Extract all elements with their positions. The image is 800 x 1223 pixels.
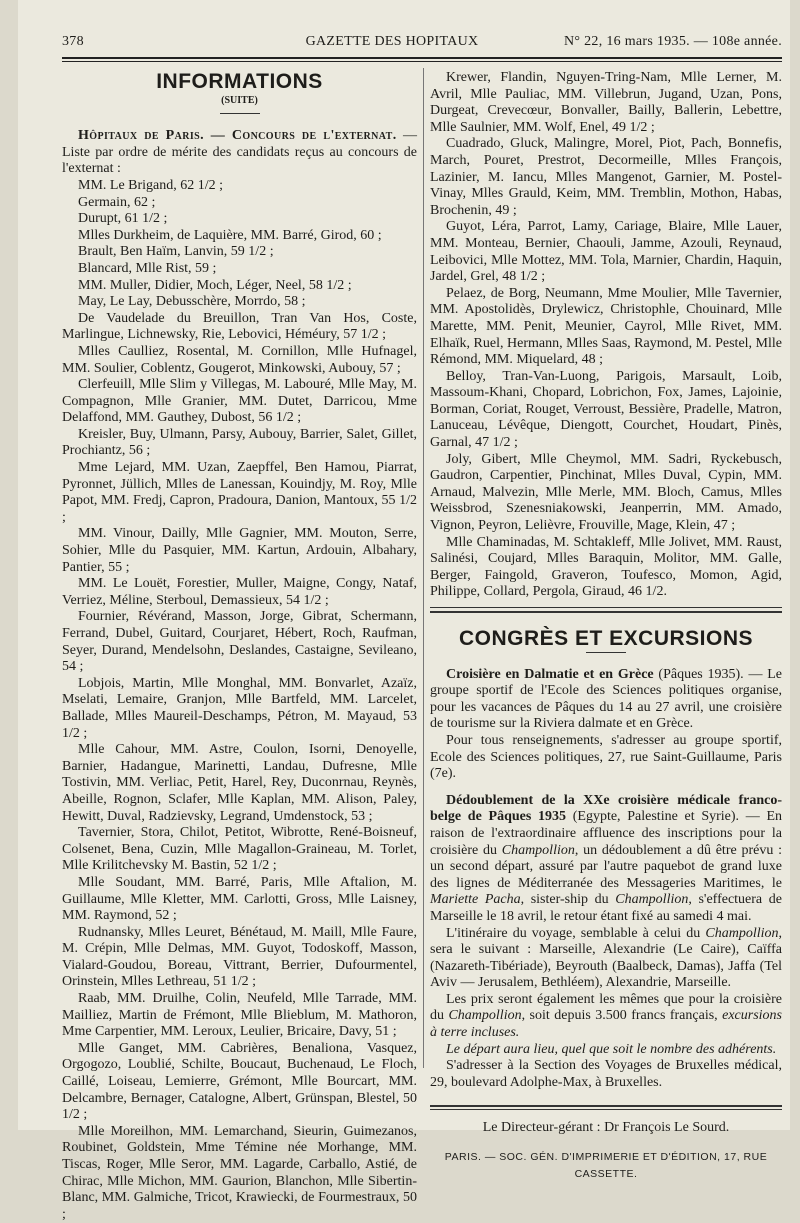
section-title-informations: INFORMATIONS [156, 70, 323, 93]
title-rule [220, 113, 260, 114]
header-rule-thin [62, 61, 782, 62]
candidate-list-left [62, 178, 417, 1223]
text: L'itinéraire du voyage, semblable à celui du [446, 925, 706, 941]
candidate-paragraph: Lobjois, Martin, Mlle Monghal, MM. Bonvarlet, Azaïz, Mselati, Lemaire, Granjon, Mlle Bartfeld, MM. Larcelet, Ballade, Mlles Maureil-Deschamps, Pétron, M. Mayaud, 53 1/2 ; [62, 675, 417, 741]
text-c: , sister-ship du [520, 892, 616, 908]
itineraire-paragraph [430, 926, 782, 992]
croisiere-dalmatie-paragraph [430, 667, 782, 733]
lead-paragraph [62, 128, 417, 178]
ship-name: Champollion [448, 1008, 522, 1024]
candidate-paragraph: MM. Vinour, Dailly, Mlle Gagnier, MM. Mouton, Serre, Sohier, Mlle du Pasquier, MM. Kartun, Ardouin, Albahary, Pantier, 55 ; [62, 526, 417, 575]
depart-paragraph [430, 1042, 782, 1059]
candidate-paragraph: Mlle Ganget, MM. Cabrières, Benaliona, Vasquez, Orgogozo, Loublié, Schilte, Boucaut, Buchenaud, Le Floch, Caillé, Loiseau, Lemierre, Grémont, Mlle Bourcart, MM. Delcambre, Bernager, Catalogne, Albert, Grünspan, Blestel, 50 1/2 ; [62, 1040, 417, 1123]
section-title-congres: CONGRÈS ET EXCURSIONS [458, 627, 754, 650]
lead-text: — Liste par ordre de mérite des candidats reçus au concours de l'externat : [62, 128, 417, 177]
candidate-paragraph: Cuadrado, Gluck, Malingre, Morel, Piot, Pach, Bonnefis, March, Pouret, Prestrot, Decormeille, Mlles François, Lazinier, M. Iancu, Mlles Mangenot, Garnier, M. Postel-Vinay, Mlles Grauld, Keim, MM. Tremblin, Mothon, Habas, Brochenin, 49 ; [430, 136, 782, 218]
text: Les prix seront également les mêmes que pour la croisière du [430, 991, 782, 1024]
right-column [430, 70, 782, 1182]
header-rule [62, 57, 782, 59]
ship-name: Champollion [501, 842, 575, 858]
candidate-paragraph: Mlles Caulliez, Rosental, M. Cornillon, Mlle Hufnagel, MM. Soulier, Coblentz, Gougerot, Minkowski, Aubouy, 57 ; [62, 343, 417, 376]
croisiere-franco-belge-lead: Dédoublement de la XXe croisière médicale franco-belge de Pâques 1935 [430, 792, 782, 825]
ship-name: Champollion [705, 925, 779, 941]
candidate-paragraph: Krewer, Flandin, Nguyen-Tring-Nam, Mlle Lerner, M. Avril, Mlle Pauliac, MM. Villebrun, Jugand, Uzan, Pons, Durgeat, Crevecœur, Bonvaller, Bailly, Ballerin, Lebettre, Mlle Saulnier, MM. Wolf, Enel, 49 1/2 ; [430, 70, 782, 135]
candidate-paragraph: Kreisler, Buy, Ulmann, Parsy, Aubouy, Barrier, Salet, Gillet, Prochiantz, 56 ; [62, 426, 417, 459]
croisiere-dalmatie-contact: Pour tous renseignements, s'adresser au groupe sportif, Ecole des Sciences politiques, 27, rue Saint-Guillaume, Paris (7e). [430, 732, 782, 782]
footer-rule-thin [430, 1109, 782, 1110]
text: , soit depuis 3.500 francs français, [521, 1008, 723, 1024]
lead-label: Hôpitaux de Paris. — Concours de l'externat. [78, 128, 397, 144]
candidate-paragraph: Pelaez, de Borg, Neumann, Mme Moulier, Mlle Tavernier, MM. Apostolidès, Drylewicz, Christophle, Chouinard, Mlle Marette, MM. Penit, Meunier, Cayrol, Mlle Rivet, MM. Elhaïk, Ruel, Hermann, Mlles Saas, Raymond, M. Pestel, Mlle Rémond, MM. Miquelard, 48 ; [430, 285, 782, 368]
candidate-paragraph: Mlle Soudant, MM. Barré, Paris, Mlle Aftalion, M. Guillaume, Mlle Kletter, MM. Carlotti, Gross, Mlle Laisney, MM. Raymond, 52 ; [62, 874, 417, 924]
congres-title-rule [586, 652, 626, 653]
text-a: (Egypte, Palestine et Syrie). — En raison de l'extraordinaire affluence des inscriptions pour la croisière du [430, 809, 782, 858]
candidate-paragraph: Rudnansky, Mlles Leuret, Bénétaud, M. Maill, Mlle Faure, M. Crépin, Mlle Delmas, MM. Guyot, Todoskoff, Masson, Vialard-Goudou, Boreau, Vittrant, Berrier, Dufourmentel, Orinstein, Mlles Lethreau, 51 1/2 ; [62, 924, 417, 990]
candidate-paragraph: Mme Lejard, MM. Uzan, Zaepffel, Ben Hamou, Piarrat, Pyronnet, Jüllich, Mlles de Lanessan, Kouindjy, M. Roy, Mlle Papot, MM. Fredj, Capron, Pradoura, Danion, Mantoux, 55 1/2 ; [62, 460, 417, 525]
candidate-list-right [430, 70, 782, 601]
footer-rule [430, 1105, 782, 1107]
candidate-paragraph: Tavernier, Stora, Chilot, Petitot, Wibrotte, René-Boisneuf, Colsenet, Bena, Cuzin, Mlle Magallon-Graineau, M. Torlet, Mlle Krilitchevsky M. Bastin, 52 1/2 ; [62, 825, 417, 874]
candidate-paragraph: Guyot, Léra, Parrot, Lamy, Cariage, Blaire, Mlle Lauer, MM. Monteau, Bernier, Chaouli, Jamme, Azouli, Reynaud, Leibovici, Mlle Mottez, MM. Tola, Marnier, Chardin, Haquin, Jardel, Grel, 48 1/2 ; [430, 219, 782, 285]
candidate-paragraph: De Vaudelade du Breuillon, Tran Van Hos, Coste, Marlingue, Lichnewsky, Rie, Lebovici, Héméury, 57 1/2 ; [62, 310, 417, 343]
candidate-paragraph: Blancard, Mlle Rist, 59 ; [78, 260, 217, 276]
croisiere-franco-belge-paragraph [430, 793, 782, 926]
imprimeur-line: PARIS. — SOC. GÉN. D'IMPRIMERIE ET D'ÉDITION, 17, RUE CASSETTE. [444, 1151, 768, 1180]
candidate-paragraph: Raab, MM. Druilhe, Colin, Neufeld, Mlle Tarrade, MM. Mailliez, Martin de Frémont, Mlle Blieblum, M. Mathoron, Mme Carpentier, MM. Leroux, Leulier, Bricaire, Davy, 51 ; [62, 991, 417, 1040]
croisiere-dalmatie-lead: Croisière en Dalmatie et en Grèce [446, 666, 654, 682]
ship-name: Mariette Pacha [430, 892, 521, 908]
journal-title: GAZETTE DES HOPITAUX [305, 34, 479, 49]
ship-name: Champollion [615, 892, 689, 908]
candidate-paragraph: MM. Le Louët, Forestier, Muller, Maigne, Congy, Nataf, Verriez, Méline, Sterboul, Demassieux, 54 1/2 ; [62, 576, 417, 608]
candidate-paragraph: MM. Muller, Didier, Moch, Léger, Neel, 58 1/2 ; [78, 277, 352, 293]
candidate-paragraph: Germain, 62 ; [78, 194, 156, 210]
candidate-paragraph: Mlles Durkheim, de Laquière, MM. Barré, Girod, 60 ; [78, 227, 382, 243]
text-b: , un dédoublement a dû être prévu : un second départ, assuré par l'autre paquebot de grand luxe des lignes de Méditerranée des Messageries Maritimes, le [430, 842, 782, 891]
issue-date: N° 22, 16 mars 1935. — 108e année. [564, 34, 782, 49]
section-subtitle: (SUITE) [221, 94, 258, 106]
text-d: , s'effectuera de Marseille le 18 avril, le retour étant fixé au samedi 4 mai. [430, 892, 782, 924]
candidate-paragraph: Durupt, 61 1/2 ; [78, 211, 168, 227]
page-number: 378 [62, 34, 84, 49]
column-divider [423, 68, 424, 1068]
directeur-gerant: Le Directeur-gérant : Dr François Le Sourd. [482, 1120, 730, 1136]
candidate-paragraph: Mlle Moreilhon, MM. Lemarchand, Sieurin, Guimezanos, Roubinet, Goldstein, Mme Témine née Morhange, MM. Tiscas, Roger, Mlle Seror, MM. Lagarde, Carballo, Astié, de Chirac, Mlle Michon, MM. Gaurion, Blanchon, Mlle Sibertin-Blanc, MM. Galmiche, Tricot, Krawiecki, de Fourmestraux, 50 ; [62, 1123, 417, 1222]
candidate-paragraph: Brault, Ben Haïm, Lanvin, 59 1/2 ; [78, 244, 274, 260]
candidate-paragraph: Belloy, Tran-Van-Luong, Parigois, Marsault, Loib, Massoum-Khani, Chopard, Lobrichon, Fox, James, Lajoinie, Borman, Coriat, Rouget, Verroust, Bessière, Pradelle, Matron, Lanuceau, Lévêque, Diengott, Courchet, Houdart, Pinès, Garnal, 47 1/2 ; [430, 368, 782, 451]
candidate-paragraph: MM. Le Brigand, 62 1/2 ; [78, 177, 224, 193]
candidate-paragraph: May, Le Lay, Debusschère, Morrdo, 58 ; [78, 294, 306, 310]
text-italic: Le départ aura lieu, quel que soit le nombre des adhérents. [446, 1041, 777, 1057]
croisiere-dalmatie-text: (Pâques 1935). — Le groupe sportif de l'Ecole des Sciences politiques organise, pour les vacances de Pâques du 14 au 27 avril, une croisière de tourisme sur la Riviera dalmate et en Grèce. [430, 666, 782, 732]
prix-paragraph [430, 992, 782, 1042]
left-column [62, 70, 417, 1223]
text-italic: excursions à terre incluses. [430, 1008, 782, 1041]
text: , sera le suivant : Marseille, Alexandrie (Le Caire), Caïffa (Nazareth-Tibériade), Beyrouth (Baalbeck, Damas), Jaffa (Tel Aviv — Jerusalem, Bethléem), Alexandrie, Marseille. [430, 925, 782, 991]
candidate-paragraph: Joly, Gibert, Mlle Cheymol, MM. Sadri, Ryckebusch, Gaudron, Carpentier, Pinchinat, Mlles Duval, Cypin, MM. Arnaud, Malvezin, Mlle Merle, MM. Bloch, Camus, Mlles Weissbrod, Szenesniakowski, Jeanperrin, MM. Amado, Vignon, Peyron, Lelièvre, Frouville, Mage, Klein, 47 ; [430, 451, 782, 534]
candidate-paragraph: Clerfeuill, Mlle Slim y Villegas, M. Labouré, Mlle May, M. Compagnon, Mlle Granier, MM. Dutet, Darricou, Mme Delaffond, MM. Gauthey, Dubost, 56 1/2 ; [62, 377, 417, 426]
contact-paragraph: S'adresser à la Section des Voyages de Bruxelles médical, 29, boulevard Adolphe-Max, à Bruxelles. [430, 1058, 782, 1090]
section-divider [430, 607, 782, 613]
candidate-paragraph: Mlle Cahour, MM. Astre, Coulon, Isorni, Denoyelle, Barnier, Hadangue, Marinetti, Landau, Dufresne, Mlle Tostivin, MM. Verliac, Petit, Harel, Rey, Duconrnau, Reynès, Abeille, Rognon, Sclafer, Mlle Kaplan, MM. Alison, Paley, Hewitt, Duval, Radzievsky, Legrand, Umdenstock, 53 ; [62, 742, 417, 824]
candidate-paragraph: Fournier, Révérand, Masson, Jorge, Gibrat, Schermann, Ferrand, Dubel, Guitard, Courjaret, Hébert, Roch, Raufman, Seyer, Durand, Mendelsohn, Deslandes, Castaigne, Sevileano, 54 ; [62, 609, 417, 675]
page-header [62, 34, 782, 54]
candidate-paragraph: Mlle Chaminadas, M. Schtakleff, Mlle Jolivet, MM. Raust, Salinési, Coujard, Mlles Baraquin, Molitor, MM. Galle, Berger, Faingold, Graveron, Toufesco, Momon, Agid, Philippe, Collard, Pergola, Giraud, 46 1/2. [430, 534, 782, 600]
